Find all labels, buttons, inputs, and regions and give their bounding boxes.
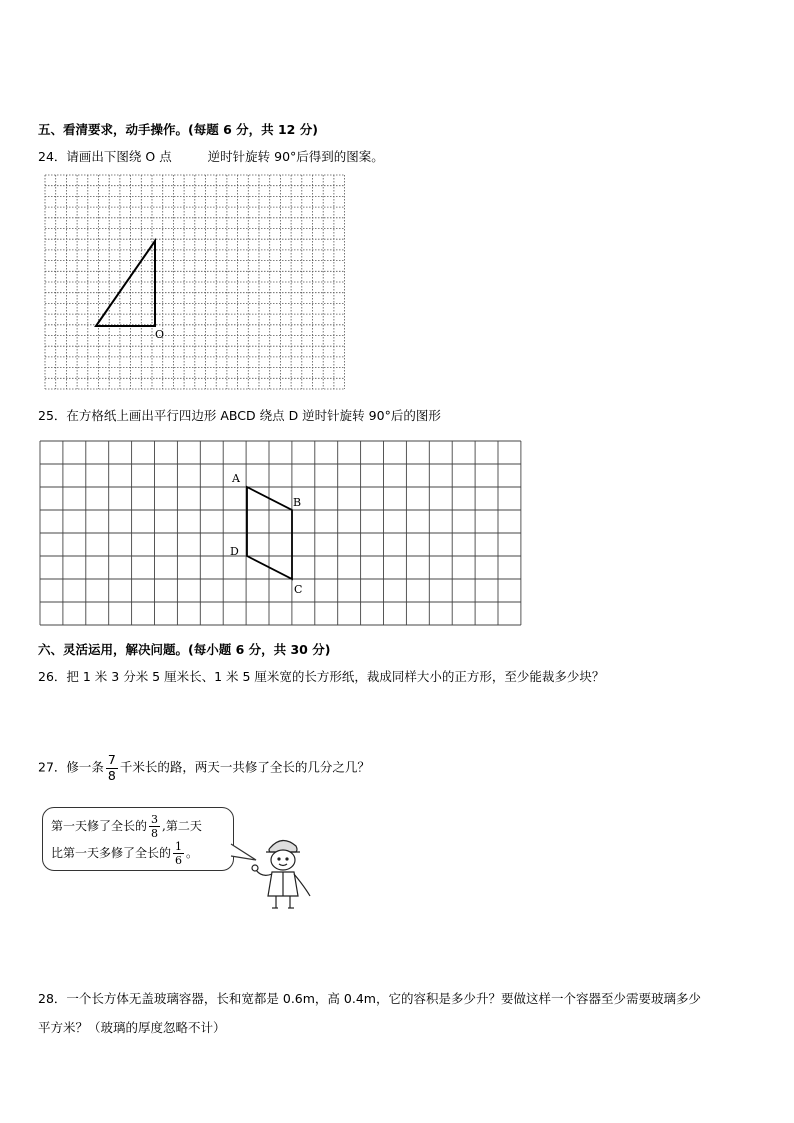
question-24-text-a: 24．请画出下图绕 O 点 <box>38 149 172 164</box>
question-27-prefix: 27．修一条 <box>38 759 104 775</box>
q24-grid-figure <box>44 174 346 390</box>
question-28-line-1: 28．一个长方体无盖玻璃容器，长和宽都是 0.6m，高 0.4m，它的容积是多少升？要做这样一个容器至少需要玻璃多少 <box>38 991 701 1006</box>
question-27-fraction-num: 7 <box>107 752 116 767</box>
section-6-heading: 六、灵活运用，解决问题。(每小题 6 分，共 30 分) <box>38 642 331 657</box>
bubble-line-2-a: 比第一天多修了全长的 <box>51 846 172 860</box>
bubble-fraction-1-num: 3 <box>151 813 159 826</box>
bubble-fraction-2 <box>173 841 184 866</box>
bubble-fraction-2-num: 1 <box>175 840 183 853</box>
question-27-fraction-den: 8 <box>107 767 116 783</box>
q25-label-d: D <box>230 545 239 558</box>
question-28-line-2: 平方米？（玻璃的厚度忽略不计） <box>38 1020 226 1035</box>
q25-label-b: B <box>293 496 302 509</box>
section-5-heading: 五、看清要求，动手操作。(每题 6 分，共 12 分) <box>38 122 318 137</box>
question-24-text-b: 逆时针旋转 90°后得到的图案。 <box>207 149 384 164</box>
q25-label-a: A <box>232 472 240 485</box>
q27-speech-bubble <box>42 807 234 871</box>
q25-square-grid <box>40 441 521 625</box>
question-25-text: 25．在方格纸上画出平行四边形 ABCD 绕点 D 逆时针旋转 90°后的图形 <box>38 408 441 423</box>
q24-dotted-grid <box>45 175 345 389</box>
bubble-line-2 <box>51 841 198 866</box>
q24-point-o-label: O <box>155 328 165 341</box>
bubble-line-1 <box>51 814 202 839</box>
bubble-fraction-2-den: 6 <box>175 854 183 867</box>
q25-label-c: C <box>294 583 303 596</box>
question-27-suffix: 千米长的路，两天一共修了全长的几分之几？ <box>119 759 370 775</box>
q25-grid-figure <box>39 440 522 628</box>
question-24-text <box>38 147 384 165</box>
question-27-fraction <box>106 754 118 782</box>
q24-triangle <box>96 241 155 326</box>
bubble-fraction-1-den: 8 <box>151 827 159 840</box>
question-27-text <box>38 754 370 782</box>
bubble-line-1-b: ,第二天 <box>162 819 202 833</box>
bubble-fraction-1 <box>149 814 160 839</box>
bubble-line-1-a: 第一天修了全长的 <box>51 819 148 833</box>
bubble-line-2-b: 。 <box>186 846 199 860</box>
child-worker-illustration <box>246 834 318 914</box>
question-26-text: 26．把 1 米 3 分米 5 厘米长、1 米 5 厘米宽的长方形纸，裁成同样大小的正方形，至少能裁多少块？ <box>38 669 605 684</box>
